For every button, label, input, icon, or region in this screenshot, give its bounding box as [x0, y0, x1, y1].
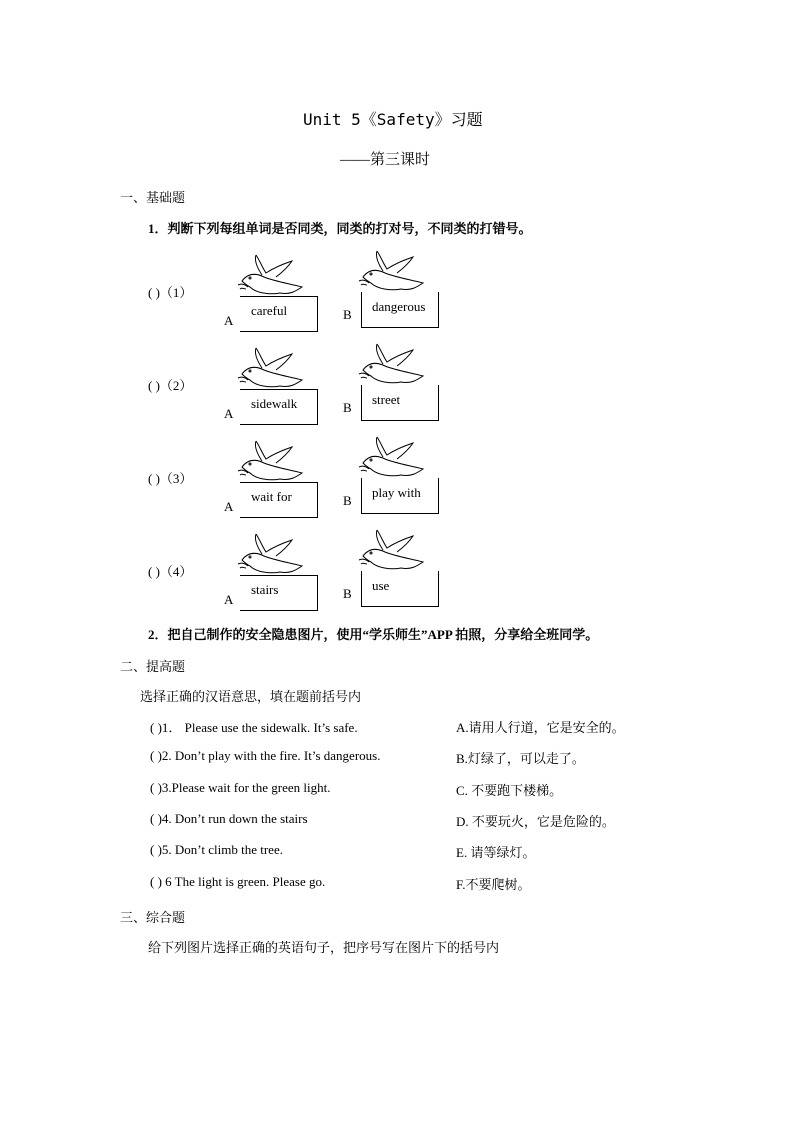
match-meaning: C. 不要跑下楼梯。	[456, 782, 563, 798]
dove-icon	[236, 344, 304, 392]
option-letter-a: A	[224, 592, 234, 607]
option-letter-b: B	[343, 586, 352, 601]
word-a: sidewalk	[251, 396, 298, 411]
match-meaning: F.不要爬树。	[456, 876, 531, 892]
word-b: use	[372, 578, 390, 593]
option-letter-b: B	[343, 307, 352, 322]
option-letter-a: A	[224, 313, 234, 328]
page-subtitle: ——第三课时	[340, 152, 431, 168]
option-letter-b: B	[343, 493, 352, 508]
word-b: play with	[372, 485, 421, 500]
dove-icon	[357, 247, 425, 295]
match-sentence: ( )5. Don’t climb the tree.	[150, 842, 283, 858]
dove-icon	[236, 437, 304, 485]
option-letter-a: A	[224, 499, 234, 514]
question-2: 2．把自己制作的安全隐患图片，使用“学乐师生”APP 拍照，分享给全班同学。	[148, 627, 599, 642]
dove-icon	[236, 530, 304, 578]
word-a: wait for	[251, 489, 292, 504]
match-meaning: A.请用人行道，它是安全的。	[456, 720, 625, 735]
question-1: 1．判断下列每组单词是否同类，同类的打对号，不同类的打错号。	[148, 221, 532, 236]
match-meaning: D. 不要玩火，它是危险的。	[456, 813, 615, 829]
match-sentence: ( )3.Please wait for the green light.	[150, 779, 331, 795]
section2-heading: 二、提高题	[120, 659, 186, 674]
judge-label: ( )（2）	[148, 378, 193, 393]
dove-icon	[357, 526, 425, 574]
match-meaning: B.灯绿了，可以走了。	[456, 751, 585, 767]
word-a: careful	[251, 303, 288, 318]
word-b: dangerous	[372, 299, 426, 314]
option-letter-a: A	[224, 406, 234, 421]
word-a: stairs	[251, 582, 279, 597]
dove-icon	[357, 340, 425, 388]
match-sentence: ( )4. Don’t run down the stairs	[150, 810, 308, 826]
dove-icon	[357, 433, 425, 481]
judge-label: ( )（1）	[148, 285, 193, 300]
match-meaning: E. 请等绿灯。	[456, 845, 536, 861]
match-sentence: ( ) 6 The light is green. Please go.	[150, 873, 326, 889]
section3-instruction: 给下列图片选择正确的英语句子，把序号写在图片下的括号内	[148, 940, 500, 955]
section3-heading: 三、综合题	[120, 910, 186, 925]
match-sentence: ( )1． Please use the sidewalk. It’s safe.	[150, 720, 358, 735]
judge-label: ( )（4）	[148, 564, 193, 579]
page-title: Unit 5《Safety》习题	[303, 110, 483, 129]
section2-instruction: 选择正确的汉语意思，填在题前括号内	[140, 689, 362, 704]
option-letter-b: B	[343, 400, 352, 415]
dove-icon	[236, 251, 304, 299]
match-sentence: ( )2. Don’t play with the fire. It’s dangerous.	[150, 748, 381, 764]
section1-heading: 一、基础题	[120, 190, 186, 205]
judge-label: ( )（3）	[148, 471, 193, 486]
word-b: street	[372, 392, 401, 407]
